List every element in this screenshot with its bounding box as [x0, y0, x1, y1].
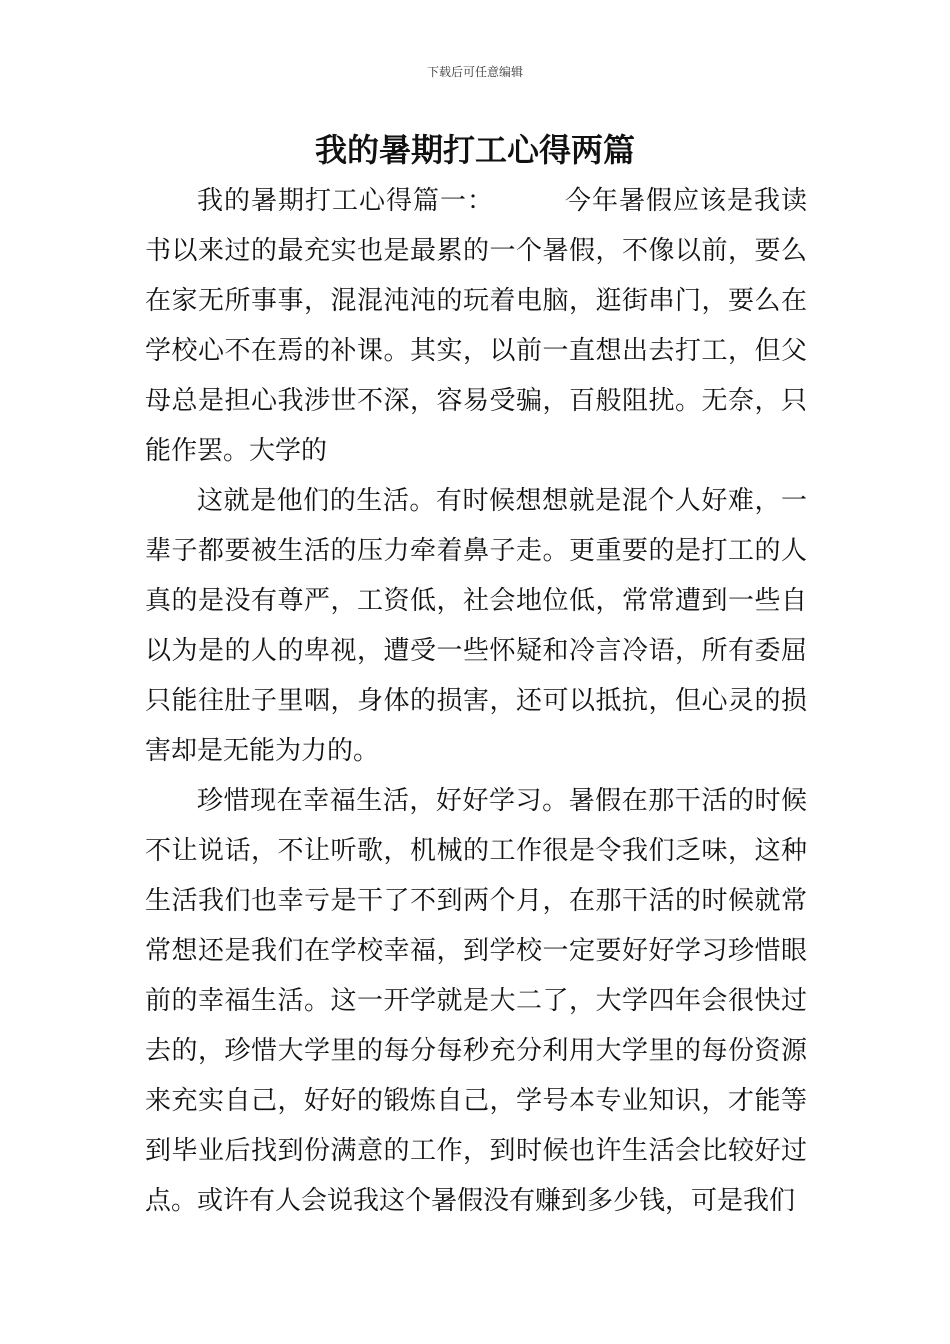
paragraph-1-lead: 我的暑期打工心得篇一：: [197, 186, 494, 216]
paragraph-2: 这就是他们的生活。有时候想想就是混个人好难，一辈子都要被生活的压力牵着鼻子走。更重要的是打工的人真的是没有尊严，工资低，社会地位低，常常遭到一些自以为是的人的卑视，遭受一些怀疑和冷言冷语，所有委屈只能往肚子里咽，身体的损害，还可以抵抗，但心灵的损害却是无能为力的。: [145, 486, 807, 766]
header-note: 下载后可任意编辑: [426, 65, 523, 79]
document-title: 我的暑期打工心得两篇: [314, 131, 635, 169]
paragraph-3: 珍惜现在幸福生活，好好学习。暑假在那干活的时候不让说话，不让听歌，机械的工作很是令我们乏味，这种生活我们也幸亏是干了不到两个月，在那干活的时候就常常想还是我们在学校幸福，到学校一定要好好学习珍惜眼前的幸福生活。这一开学就是大二了，大学四年会很快过去的，珍惜大学里的每分每秒充分利用大学里的每份资源来充实自己，好好的锻炼自己，学号本专业知识，才能等到毕业后找到份满意的工作，到时候也许生活会比较好过点。或许有人会说我这个暑假没有赚到多少钱，可是我们: [145, 786, 807, 1216]
document-body: [145, 176, 807, 1226]
paragraph-1-body: 今年暑假应该是我读书以来过的最充实也是最累的一个暑假，不像以前，要么在家无所事事，混混沌沌的玩着电脑，逛街串门，要么在学校心不在焉的补课。其实，以前一直想出去打工，但父母总是担心我涉世不深，容易受骗，百般阻扰。无奈，只能作罢。大学的: [145, 186, 807, 466]
paragraph-1: [145, 176, 807, 476]
